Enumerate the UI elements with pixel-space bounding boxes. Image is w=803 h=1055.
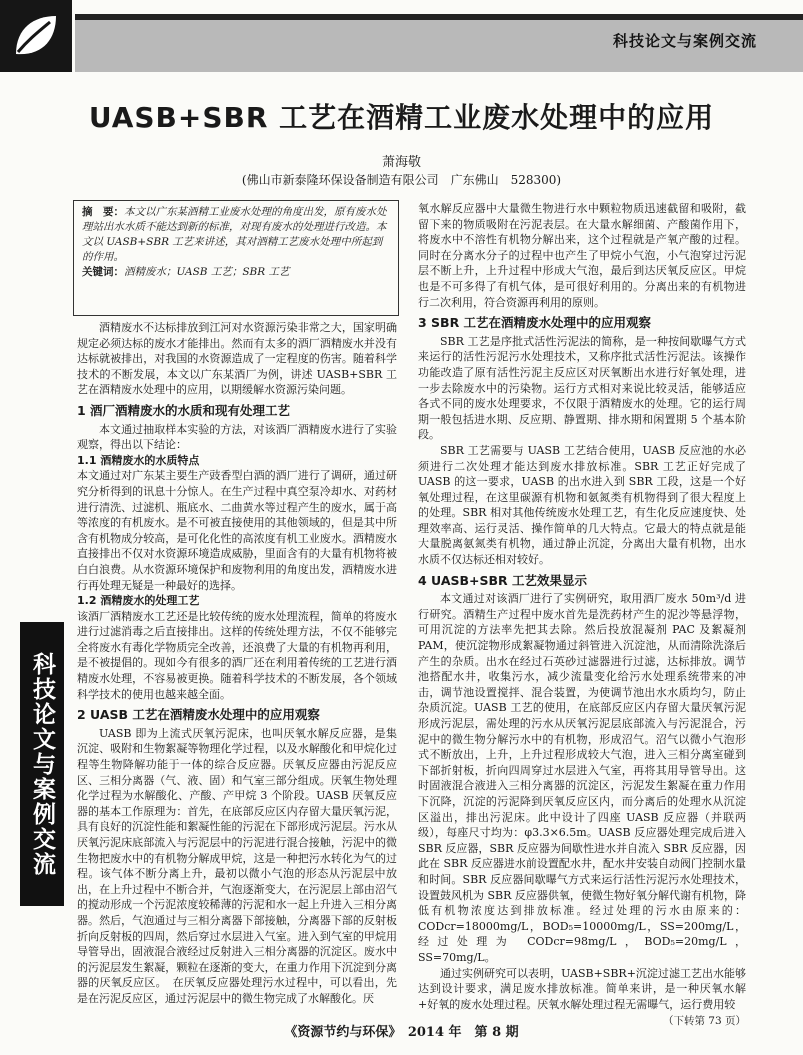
abstract-box: [73, 200, 399, 316]
paragraph-continued: 氧水解反应器中大量微生物进行水中颗粒物质迅速截留和吸附，截留下来的物质吸附在污泥表层。在大量水解细菌、产酸菌作用下，将废水中不溶性有机物分解出来，这个过程就是产氧产酸的过程。同时在分离水分子的过程中也产生了甲烷小气泡，小气泡穿过污泥层不断上升，上升过程中形成大气泡，最后到达厌氧反应区。甲烷也是不可多得了有机气体，是可很好利用的。分离出来的有机物进行二次利用，符合资源再利用的原则。: [418, 202, 746, 309]
paragraph-3a: SBR 工艺是序批式活性污泥法的简称，是一种按间歇曝气方式来运行的活性污泥污水处理技术，又称序批式活性污泥法。该操作功能改造了原有活性污泥主反应区对厌氧断出水进行好氧处理，进一步去除废水中的污染物。运行方式相对来说比较灵活，能够适应各式不同的废水处理要求，不仅限于酒精废水的处理。它的运行周期一般包括进水期、反应期、静置期、排水期和闲置期 5 个基本阶段。: [418, 334, 746, 442]
header-band: [0, 0, 803, 74]
keywords-text: 酒精废水；UASB 工艺；SBR 工艺: [124, 266, 290, 278]
leaf-icon: [10, 10, 62, 62]
paragraph-4b: 通过实例研究可以表明，UASB+SBR+沉淀过滤工艺出水能够达到设计要求，满足废水排放标准。简单来讲，是一种厌氧水解+好氧的废水处理过程。厌氧水解处理过程无需曝气，运行费用较: [418, 966, 746, 1011]
paragraph-4a: 本文通过对该酒厂进行了实例研究，取用酒厂废水 50m³/d 进行研究。酒精生产过程中废水首先是洗药材产生的泥沙等悬浮物，可用沉淀的方法率先把其去除。然后投放混凝剂 PAC 及絮凝剂 PAM，使沉淀物形成絮凝物通过斜管进入沉淀池，从而清除洗涤后产生的杂质。出水在经过石英砂过滤器进行过滤，达标排放。调节池搭配水井，收集污水，减少流量变化给污水处理系统带来的冲击，调节池设置搅拌、混合装置，为使调节池出水水质均匀，防止杂质沉淀。UASB 工艺的使用，在底部反应区内存留大量厌氧污泥形成污泥层，需处理的污水从厌氧污泥层底部流入与污泥混合，污泥中的微生物分解污水中的有机物，形成沼气。沼气以微小气泡形式不断放出，上升，上升过程形成较大气泡，进入三相分离室碰到下部折射板，折向四周穿过水层进入气室，再将其用导管导出。这时固液混合液进入三相分离器的沉淀区，污泥发生絮凝在重力作用下沉降，沉淀的污泥降到厌氧反应区内，而分离后的处理水从沉淀区溢出，排出污泥床。此中设计了四座 UASB 反应器（并联两级），每座尺寸均为：φ3.3×6.5m。UASB 反应器处理完成后进入 SBR 反应器，SBR 反应器为间歇性进水并自流入 SBR 反应器，因此在 SBR 反应器进水前设置配水井，配水井安装自动阀门控制水量和时间。SBR 反应器间歇曝气方式来运行活性污泥污水处理技术，设置鼓风机为 SBR 反应器供氧，使微生物好氧分解代谢有机物，降低有机物浓度达到排放标准。经过处理的污水由原来的：CODcr=18000mg/L，BOD₅=10000mg/L，SS=200mg/L，经过处理为 CODcr=98mg/L，BOD₅=20mg/L，SS=70mg/L。: [418, 592, 746, 964]
side-tab: 科技论文与案例交流: [20, 622, 64, 906]
paragraph-1: 本文通过抽取样本实验的方法，对该酒厂酒精废水进行了实验观察，得出以下结论：: [77, 422, 397, 452]
paragraph-3b: SBR 工艺需要与 UASB 工艺结合使用，UASB 反应池的水必须进行二次处理才能达到废水排放标准。SBR 工艺正好完成了 UASB 的这一要求，UASB 的出水进入到 SBR 工段，这是一个好氧处理过程，在这里碳源有机物和氨氮类有机物得到了很大程度上的处理。SBR 相对其他传统废水处理工艺，有生化反应速度快、处理效率高、运行灵活、操作简单的几大特点。它最大的特点就是能大量脱离氨氮类有机物，通过静止沉淀，分离出大量有机物，出水水质不仅达标还相对较好。: [418, 443, 746, 567]
journal-logo: [0, 0, 72, 72]
paragraph-2: UASB 即为上流式厌氧污泥床，也叫厌氧水解反应器，是集沉淀、吸附和生物絮凝等物理化学过程，以及水解酸化和甲烷化过程等生物降解功能于一体的综合反应器。厌氧反应器由污泥反应区、三相分离器（气、液、固）和气室三部分组成。厌氧生物处理化学过程为水解酸化、产酸、产甲烷 3 个阶段。UASB 厌氧反应器的基本工作原理为：首先，在底部反应区内存留大量厌氧污泥，具有良好的沉淀性能和絮凝性能的污泥在下部形成污泥层。污水从厌氧污泥床底部流入与污泥层中的污泥进行混合接触，污泥中的微生物把废水中的有机物分解成甲烷，这是一种把污水转化为气的过程。该气体不断分离上升，最初以微小气泡的形态从污泥层中放出，在上升过程中不断合并，气泡逐渐变大，在污泥层上部由沼气的搅动形成一个污泥浓度较稀薄的污泥和水一起上升进入三相分离器。然后，气泡通过与三相分离器下部接触，分离器下部的反射板折向反射板的四周，然后穿过水层进入气室。进入到气室的甲烷用导管导出，固液混合液经过反射进入三相分离器的沉淀区。废水中的污泥层发生絮凝，颗粒在逐渐的变大，在重力作用下沉淀到分离器的厌氧反应区。 在厌氧反应器处理污水过程中，可以看出，先是在污泥反应区，通过污泥层中的微生物完成了水解酸化。厌: [77, 726, 397, 1005]
heading-3: 3 SBR 工艺在酒精废水处理中的应用观察: [418, 315, 652, 331]
heading-1-2: 1.2 酒精废水的处理工艺: [77, 594, 200, 608]
keywords-label: 关键词：: [82, 266, 124, 278]
left-column: [77, 320, 397, 1007]
right-column: [418, 201, 746, 1030]
article-title: UASB+SBR 工艺在酒精工业废水处理中的应用: [88, 101, 715, 134]
continued-note: （下转第 73 页）: [662, 1015, 746, 1028]
heading-1: 1 酒厂酒精废水的水质和现有处理工艺: [77, 402, 291, 418]
heading-2: 2 UASB 工艺在酒精废水处理中的应用观察: [77, 707, 320, 723]
abstract-label: 摘 要：: [82, 206, 124, 218]
intro-paragraph: 酒精废水不达标排放到江河对水资源污染非常之大，国家明确规定必须达标的废水才能排出。然而有太多的酒厂酒精废水并没有达标就被排出，对我国的水资源造成了一定程度的伤害。随着科学技术的不断发展，本文以广东某酒厂为例，讲述 UASB+SBR 工艺在酒精废水处理中的应用，以期缓解水资源污染问题。: [77, 321, 397, 397]
page-footer: 《资源节约与环保》 2014 年 第 8 期: [284, 1025, 519, 1040]
paragraph-1-1: 本文通过对广东某主要生产豉香型白酒的酒厂进行了调研，通过研究分析得到的讯息十分惊人。在生产过程中真空泵冷却水、对药材进行清洗、过滤机、瓶底水、二曲黄水等过程产生的废水，属于高等浓度的有机废水。是不可被直接使用的其他领域的，但是其中所含有机物成分较高，是可化化性的高浓度有机工业废水。酒精废水直接排出不仅对水资源环境造成威胁，里面含有的大量有机物将被白白浪费。从水资源环境保护和废物利用的角度出发，酒精废水进行再处理无疑是一种最好的选择。: [77, 469, 397, 592]
paragraph-1-2: 该酒厂酒精废水工艺还是比较传统的废水处理流程，简单的将废水进行过滤消毒之后直接排出。这样的传统处理方法，不仅不能够完全将废水有毒化学物质完全改善，还浪费了大量的有机物再利用，是不被提倡的。现如今有很多的酒厂还在利用着传统的工艺进行酒精废水处理，不容易被更换。随着科学技术的不断发展，各个领域科学技术的使用也越来越全面。: [77, 609, 397, 701]
affiliation: (佛山市新泰隆环保设备制造有限公司 广东佛山 528300): [241, 173, 562, 187]
heading-4: 4 UASB+SBR 工艺效果显示: [418, 572, 588, 588]
section-title: 科技论文与案例交流: [612, 32, 757, 50]
author: 萧海敬: [381, 155, 421, 170]
abstract-text: 本文以广东某酒精工业废水处理的角度出发，原有废水处理站出水水质不能达到新的标准，对现有废水的处理进行改造。本文以 UASB+SBR 工艺来讲述，其对酒精工艺废水处理中所起到的作用。: [82, 206, 387, 263]
heading-1-1: 1.1 酒精废水的水质特点: [77, 453, 200, 467]
